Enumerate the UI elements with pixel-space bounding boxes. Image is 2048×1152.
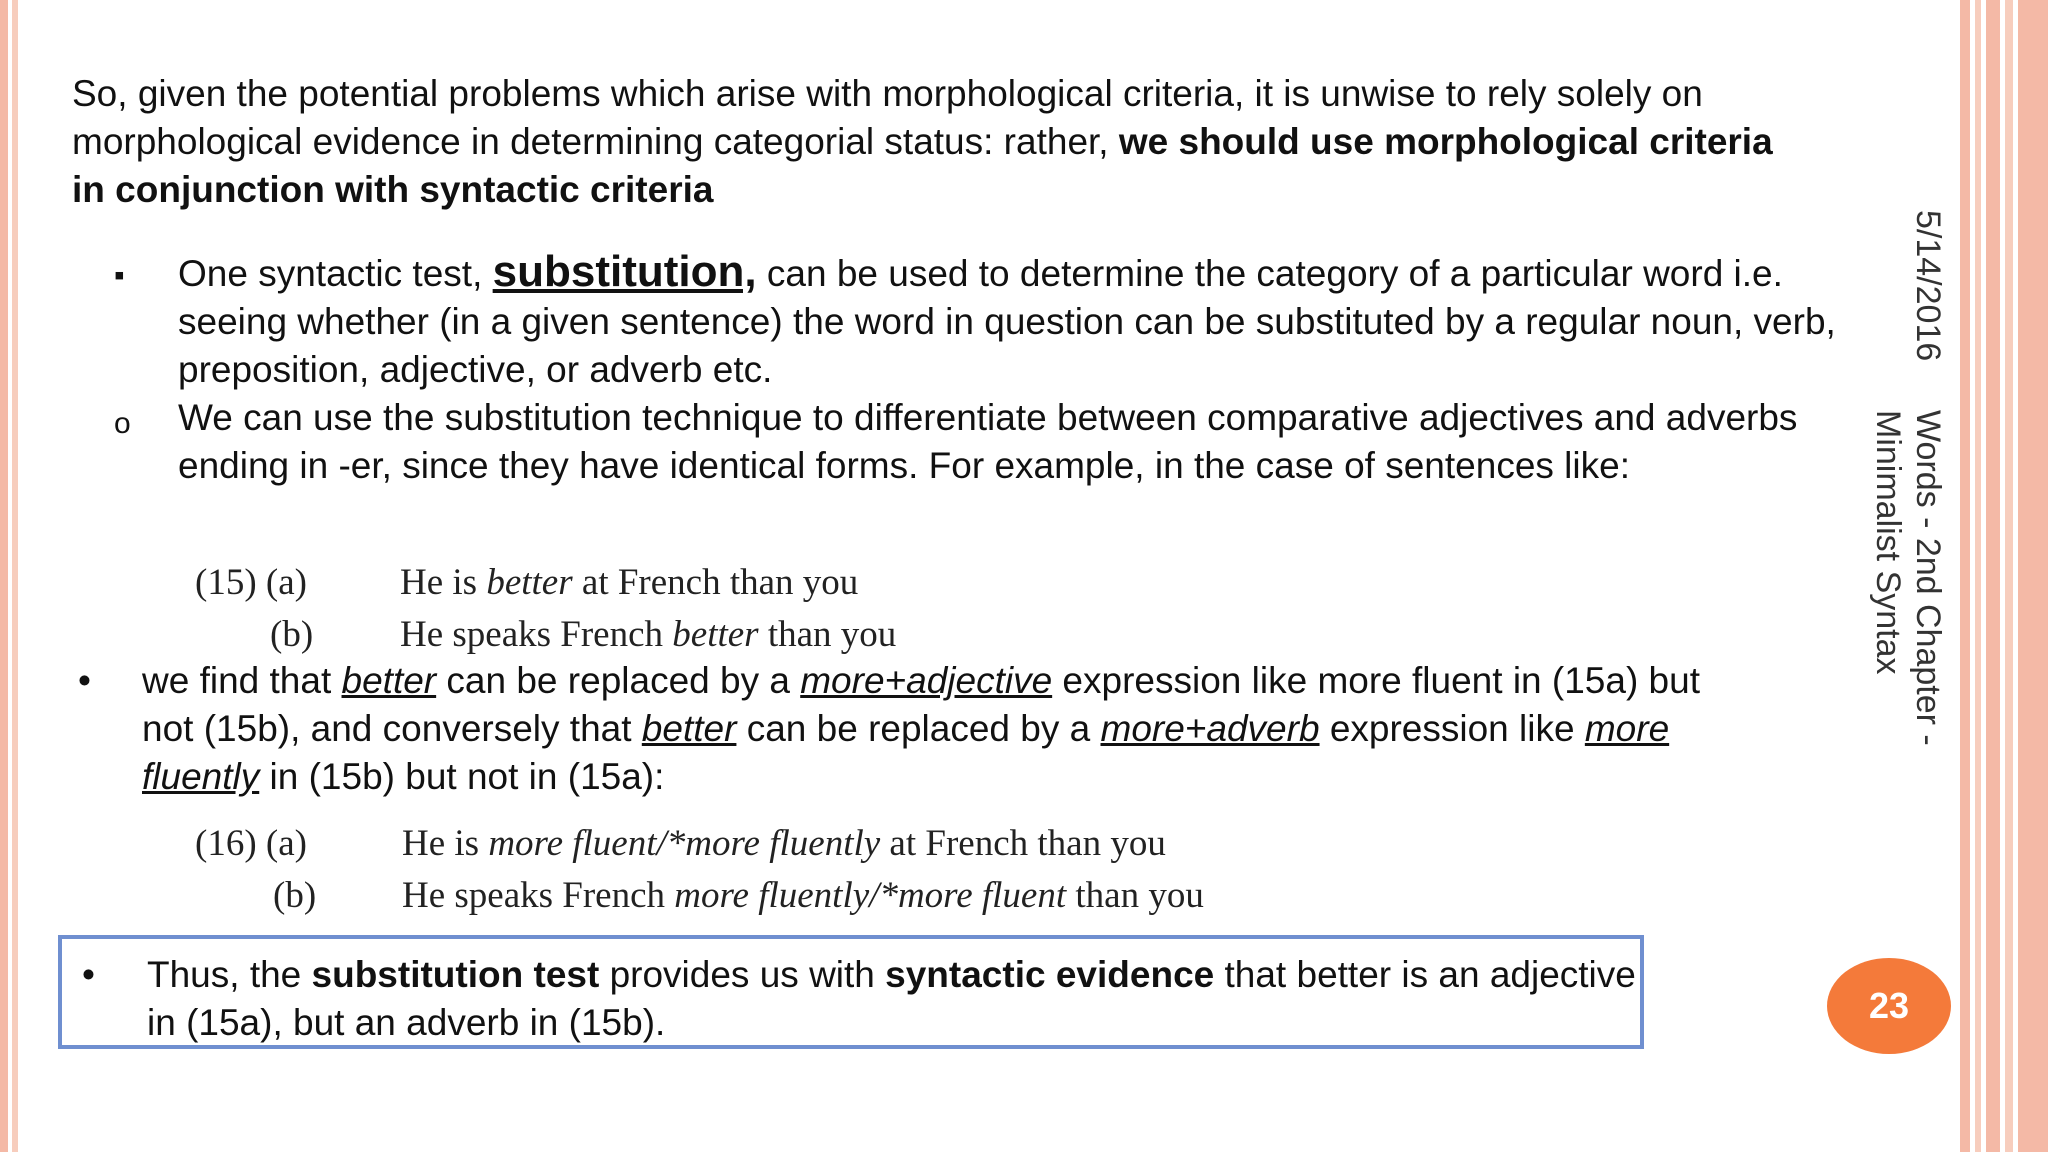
example-15a-sentence: He is better at French than you: [400, 562, 859, 603]
example-15: [195, 557, 1095, 667]
intro-bold-text: we should use morphological criteria in conjunction with syntactic criteria: [72, 121, 1773, 210]
slide-date: 5/14/2016: [1909, 210, 1947, 362]
substitution-keyword: substitution,: [492, 247, 757, 296]
example-16a-label: (16) (a): [195, 823, 307, 864]
right-border-stripe: [1960, 0, 1970, 1152]
left-border-stripe-inner: [12, 0, 18, 1152]
square-bullet-icon: ▪: [114, 259, 125, 292]
intro-paragraph: [72, 70, 1792, 214]
bullet-technique-text: We can use the substitution technique to differentiate between comparative adjectives and adverbs ending in -er, since they have identical forms. For example, in the case of sentences like:: [178, 397, 1798, 486]
bullet-substitution-text: One syntactic test, substitution, can be used to determine the category of a particular word i.e. seeing whether (in a given sentence) the word in question can be substituted by a regular noun, verb, preposition, adjective, or adverb etc.: [178, 247, 1836, 390]
conclusion-box: [58, 935, 1644, 1049]
dot-bullet-icon: •: [78, 660, 91, 701]
right-border-stripe: [2018, 0, 2048, 1152]
page-number-badge: 23: [1827, 958, 1951, 1054]
bullet-findings-text: we find that better can be replaced by a more+adjective expression like more fluent in (15a) but not (15b), and conversely that better can be replaced by a more+adverb expression like more fluently in (15b) but not in (15a):: [142, 660, 1700, 797]
footer-title-line1: Words - 2nd Chapter -: [1909, 410, 1947, 746]
example-15b-sentence: He speaks French better than you: [400, 614, 897, 655]
slide-footer-title: [1868, 410, 1948, 746]
example-15b-label: (b): [270, 614, 314, 655]
right-border-stripe: [1975, 0, 1981, 1152]
example-16b-label: (b): [273, 875, 317, 916]
circle-bullet-icon: o: [114, 407, 131, 440]
right-border-stripe: [2005, 0, 2013, 1152]
example-16a-sentence: He is more fluent/*more fluently at French than you: [402, 823, 1166, 864]
left-border-stripe: [0, 0, 8, 1152]
example-16: [195, 818, 1295, 928]
slide-content: [72, 70, 1792, 214]
example-15a-label: (15) (a): [195, 562, 307, 603]
dot-bullet-icon: •: [82, 954, 95, 995]
conclusion-text: Thus, the substitution test provides us with syntactic evidence that better is an adjective in (15a), but an adverb in (15b).: [147, 954, 1636, 1043]
right-border-stripe: [1986, 0, 2000, 1152]
example-16b-sentence: He speaks French more fluently/*more fluent than you: [402, 875, 1204, 916]
intro-text: So, given the potential problems which arise with morphological criteria, it is unwise to rely solely on morphological evidence in determining categorial status: rather,: [72, 73, 1703, 162]
footer-title-line2: Minimalist Syntax: [1869, 410, 1907, 675]
